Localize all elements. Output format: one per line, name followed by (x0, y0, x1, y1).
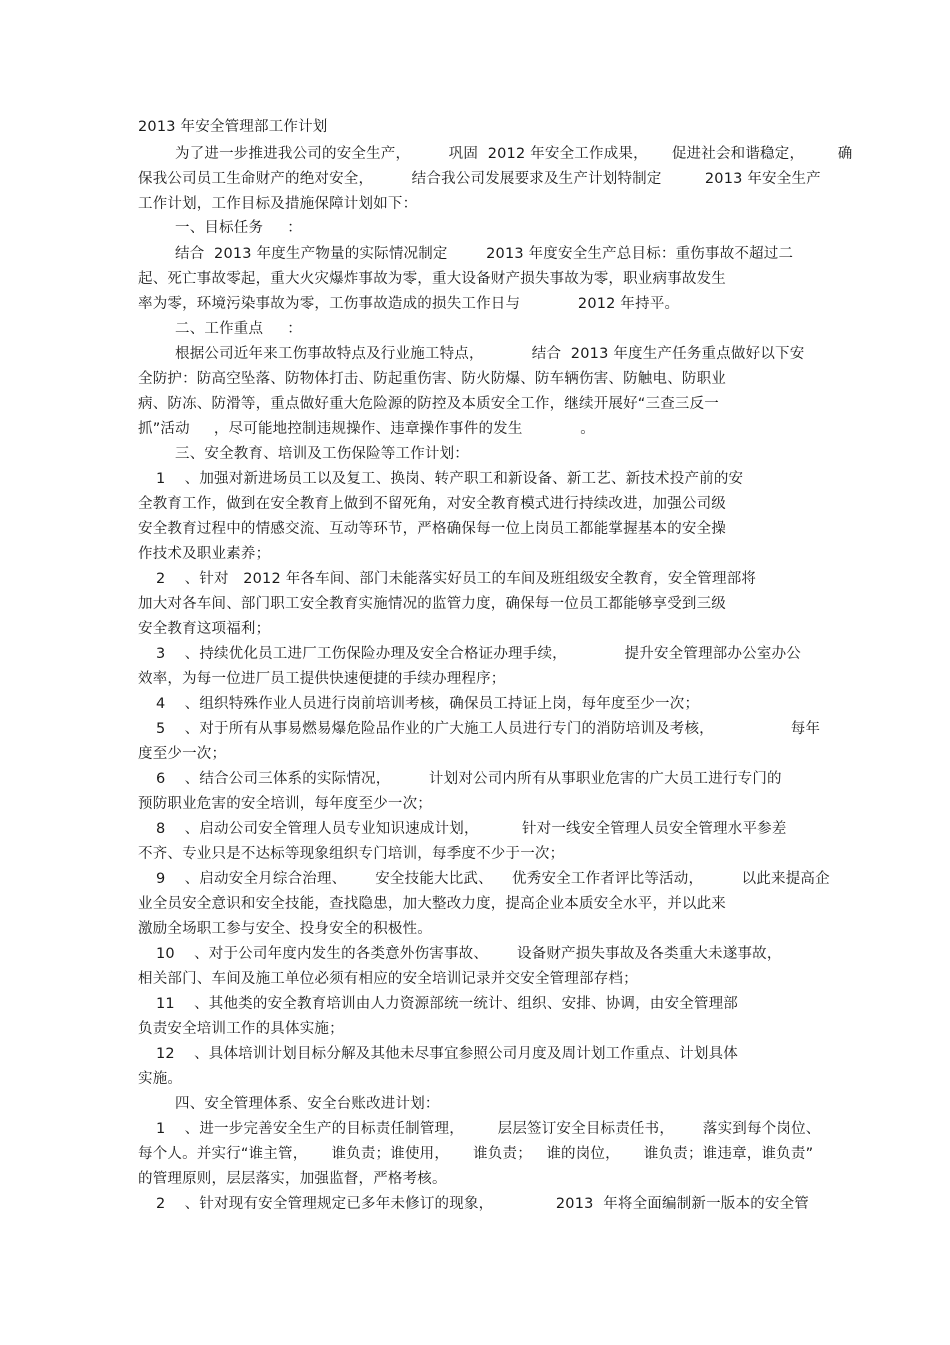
list-item: 1 、加强对新进场员工以及复工、换岗、转产职工和新设备、新工艺、新技术投产前的安 (156, 471, 744, 487)
text-line: 结合 2013 年度生产物量的实际情况制定 2013 年度安全生产总目标：重伤事故不超过二 (175, 246, 794, 262)
text-line: 负责安全培训工作的具体实施； (138, 1021, 344, 1037)
text-line: 为了进一步推进我公司的安全生产， 巩固 2012 年安全工作成果， 促进社会和谐稳定， 确 (175, 146, 853, 162)
list-item: 5 、对于所有从事易燃易爆危险品作业的广大施工人员进行专门的消防培训及考核， 每年 (156, 721, 821, 737)
text-line: 安全教育过程中的情感交流、互动等环节，严格确保每一位上岗员工都能掌握基本的安全操 (138, 521, 726, 537)
section-heading: 二、工作重点 ： (175, 321, 302, 337)
text-line: 实施。 (138, 1071, 183, 1087)
text-line: 度至少一次； (138, 746, 227, 762)
section-heading: 一、目标任务 ： (175, 220, 302, 236)
text-line: 加大对各车间、部门职工安全教育实施情况的监管力度，确保每一位员工都能够享受到三级 (138, 596, 726, 612)
list-item: 9 、启动安全月综合治理、 安全技能大比武、 优秀安全工作者评比等活动， 以此来提高企 (156, 871, 830, 887)
text-line: 作技术及职业素养； (138, 546, 271, 562)
list-item: 12 、具体培训计划目标分解及其他未尽事宜参照公司月度及周计划工作重点、计划具体 (156, 1046, 738, 1062)
text-line: 业全员安全意识和安全技能，查找隐患，加大整改力度，提高企业本质安全水平，并以此来 (138, 896, 726, 912)
text-line: 每个人。并实行“谁主管， 谁负责；谁使用， 谁负责； 谁的岗位， 谁负责；谁违章，谁负责” (138, 1146, 814, 1162)
text-line: 抓”活动 ，尽可能地控制违规操作、违章操作事件的发生 。 (138, 421, 595, 437)
list-item: 4 、组织特殊作业人员进行岗前培训考核，确保员工持证上岗，每年度至少一次； (156, 696, 700, 712)
text-line: 根据公司近年来工伤事故特点及行业施工特点， 结合 2013 年度生产任务重点做好以下安 (175, 346, 805, 362)
list-item: 3 、持续优化员工进厂工伤保险办理及安全合格证办理手续， 提升安全管理部办公室办公 (156, 646, 801, 662)
text-line: 保我公司员工生命财产的绝对安全， 结合我公司发展要求及生产计划特制定 2013 年安全生产 (138, 171, 821, 187)
list-item: 11 、其他类的安全教育培训由人力资源部统一统计、组织、安排、协调，由安全管理部 (156, 996, 738, 1012)
text-line: 预防职业危害的安全培训，每年度至少一次； (138, 796, 432, 812)
document-title: 2013 年安全管理部工作计划 (138, 119, 328, 135)
text-line: 起、死亡事故零起，重大火灾爆炸事故为零，重大设备财产损失事故为零，职业病事故发生 (138, 271, 726, 287)
list-item: 1 、进一步完善安全生产的目标责任制管理， 层层签订安全目标责任书， 落实到每个岗位、 (156, 1121, 821, 1137)
list-item: 6 、结合公司三体系的实际情况， 计划对公司内所有从事职业危害的广大员工进行专门的 (156, 771, 782, 787)
list-item: 2 、针对现有安全管理规定已多年未修订的现象， 2013 年将全面编制新一版本的安全管 (156, 1196, 809, 1212)
text-line: 全教育工作，做到在安全教育上做到不留死角，对安全教育模式进行持续改进，加强公司级 (138, 496, 726, 512)
list-item: 8 、启动公司安全管理人员专业知识速成计划， 针对一线安全管理人员安全管理水平参差 (156, 821, 787, 837)
text-line: 工作计划，工作目标及措施保障计划如下： (138, 196, 418, 212)
text-line: 的管理原则，层层落实，加强监督，严格考核。 (138, 1171, 447, 1187)
list-item: 10 、对于公司年度内发生的各类意外伤害事故、 设备财产损失事故及各类重大未遂事故， (156, 946, 782, 962)
text-line: 病、防冻、防滑等，重点做好重大危险源的防控及本质安全工作，继续开展好“三查三反一 (138, 396, 720, 412)
text-line: 率为零，环境污染事故为零，工伤事故造成的损失工作日与 2012 年持平。 (138, 296, 680, 312)
section-heading: 四、安全管理体系、安全台账改进计划： (175, 1096, 440, 1112)
text-line: 全防护：防高空坠落、防物体打击、防起重伤害、防火防爆、防车辆伤害、防触电、防职业 (138, 371, 726, 387)
text-line: 激励全场职工参与安全、投身安全的积极性。 (138, 921, 432, 937)
section-heading: 三、安全教育、培训及工伤保险等工作计划： (175, 446, 469, 462)
list-item: 2 、针对 2012 年各车间、部门未能落实好员工的车间及班组级安全教育，安全管理部将 (156, 571, 757, 587)
text-line: 安全教育这项福利； (138, 621, 271, 637)
text-line: 效率，为每一位进厂员工提供快速便捷的手续办理程序； (138, 671, 506, 687)
text-line: 不齐、专业只是不达标等现象组织专门培训，每季度不少于一次； (138, 846, 565, 862)
text-line: 相关部门、车间及施工单位必须有相应的安全培训记录并交安全管理部存档； (138, 971, 638, 987)
